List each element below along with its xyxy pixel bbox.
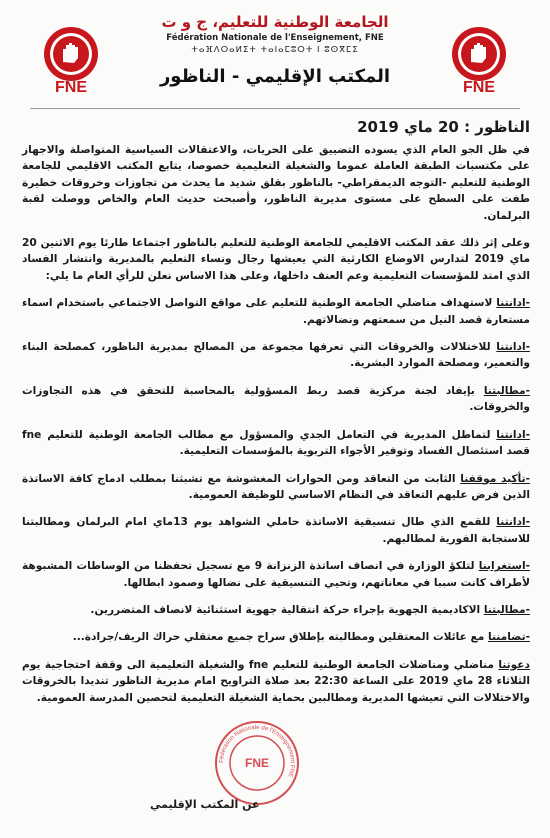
paragraph-text: للقمع الذي طال تنسيقية الاساتذة حاملي الشواهد يوم 13ماي امام البرلمان ومطالبتنا للاستجابة الفورية لمطالبهم.: [22, 516, 530, 545]
statement-paragraph: [22, 427, 530, 460]
paragraph-text: لتلكؤ الوزارة في انصاف اساتذة الزنزانة 9 مع تسجيل تحفظنا من الوساطات المشبوهة لأطراف كانت سببا في معاناتهم، وتحيي التنسيقية على نضالها وصمود ابطالها.: [22, 560, 530, 589]
paragraph-text: في ظل الجو العام الذي يسوده التضييق على الحريات، والاعتقالات السياسية المتواصلة والاجهاز على مكتسبات الطبقة العاملة عموما والشغيلة التعليمية خصوصا، يتابع المكتب الاقليمي للجامعة الوطنية للتعليم -التوجه الديمقراطي- بالناظور بقلق شديد ما يحدث من تجاوزات وخروقات خطيرة طفت على السطح على مستوى مديرية الناظور، وأصبحت حديث العام والخاص ووصلت لقبة البرلمان.: [22, 144, 530, 222]
statement-paragraph: [22, 383, 530, 416]
paragraph-lead: -ادانتنا: [496, 297, 530, 310]
paragraph-lead: -ادانتنا: [496, 341, 530, 354]
office-title: المكتب الإقليمي - الناظور: [159, 66, 391, 87]
logo-text: FNE: [463, 79, 495, 96]
header-divider: [30, 108, 520, 109]
fne-logo-right: [442, 22, 516, 96]
statement-paragraph: [22, 629, 530, 645]
paragraph-lead: -مطالبتنا: [483, 384, 530, 397]
stamp-ring-text: Fédération Nationale de l'Enseignement FNE: [218, 724, 296, 778]
statement-date: الناظور : 20 ماي 2019: [357, 118, 530, 136]
federation-name-tifinagh: ⵜⴰⴼⴷⵔⴰⵍⵉⵜ ⵜⴰⵏⴰⵎⵓⵔⵜ ⵏ ⵓⵙⴳⵎⵉ: [191, 45, 359, 55]
statement-paragraph: [22, 471, 530, 504]
logo-text: FNE: [55, 79, 87, 96]
paragraph-lead: -تضامننا: [488, 631, 530, 644]
statement-paragraph: [22, 339, 530, 372]
paragraph-lead: دعوتنا: [498, 658, 530, 671]
paragraph-text: الاكاديمية الجهوية بإجراء حركة انتقالية جهوية استثنائية لانصاف المتضررين.: [90, 603, 484, 616]
letterhead: [120, 12, 430, 87]
paragraph-lead: -تأكيد موقفنا: [460, 472, 530, 485]
paragraph-text: مع عائلات المعتقلين ومطالبته بإطلاق سراح جميع معتقلي حراك الريف/جرادة...: [72, 631, 489, 644]
paragraph-lead: -استغرابنا: [478, 560, 530, 573]
paragraph-text: وعلى إثر ذلك عقد المكتب الاقليمي للجامعة الوطنية للتعليم بالناظور اجتماعا طارئا يوم الاثنين 20 ماي 2019 لتدارس الاوضاع الكارثية التي يعيشها رجال ونساء التعليم بالمديرية وانتشار الفساد الذي امتد للمؤسسات التعليمية وعم العنف داخلها، وعلى هذا الاساس نعلن للرأي العام ما يلي:: [22, 237, 530, 282]
paragraph-text: لاستهداف مناضلي الجامعة الوطنية للتعليم على مواقع التواصل الاجتماعي باستخدام اسماء مستعارة قصد النيل من سمعتهم ونضالاتهم.: [22, 297, 530, 326]
paragraph-text: مناضلي ومناضلات الجامعة الوطنية للتعليم fne والشغيلة التعليمية الى وقفة احتجاجية يوم الثلاثاء 28 ماي 2019 على الساعة 22:30 بعد صلاة التراويح امام مديرية الناظور تنديدا بالخروقات والاختلالات التي تعيشها المديرية ومطالبين بحماية الشغيلة التعليمية لتحصين المدرسة العمومية.: [22, 658, 530, 704]
stamp-center-text: FNE: [245, 756, 269, 770]
paragraph-text: للاختلالات والخروقات التي تعرفها مجموعة من المصالح بمديرية الناظور، كمصلحة البناء والتعمير، ومصلحة الموارد البشرية.: [22, 341, 530, 370]
federation-name-french: Fédération Nationale de l'Enseignement, FNE: [166, 33, 384, 43]
statement-body: [22, 116, 530, 717]
official-stamp: [212, 718, 302, 808]
paragraph-lead: -ادانتنا: [496, 516, 530, 529]
statement-paragraph: [22, 558, 530, 591]
paragraph-text: الثابت من التعاقد ومن الحوارات المغشوشة مع تشبثنا بمطلب ادماج كافة الاساتذة الذين فرض عليهم التعاقد في النظام الاساسي للوظيفة العمومية.: [22, 472, 530, 501]
statement-paragraph: [22, 142, 530, 224]
fne-logo-left: [34, 22, 108, 96]
statement-paragraph: [22, 602, 530, 618]
federation-name-arabic: الجامعة الوطنية للتعليم، ج و ت: [161, 13, 389, 31]
signature: عن المكتب الإقليمي: [150, 798, 260, 811]
paragraph-lead: -ادانتنا: [496, 428, 530, 441]
paragraph-lead: -مطالبتنا: [483, 603, 530, 616]
paragraph-list: [22, 142, 530, 706]
statement-paragraph: [22, 295, 530, 328]
statement-paragraph: [22, 235, 530, 284]
paragraph-text: لتماطل المديرية في التعامل الجدي والمسؤول مع مطالب الجامعة الوطنية للتعليم fne قصد استئصال الفساد وتوفير الأجواء التربوية بالمؤسسات التعليمية.: [22, 428, 530, 458]
statement-paragraph: [22, 657, 530, 706]
paragraph-text: بإيفاد لجنة مركزية قصد ربط المسؤولية بالمحاسبة للتحقق في هذه التجاوزات والخروقات.: [22, 384, 530, 414]
statement-paragraph: [22, 514, 530, 547]
